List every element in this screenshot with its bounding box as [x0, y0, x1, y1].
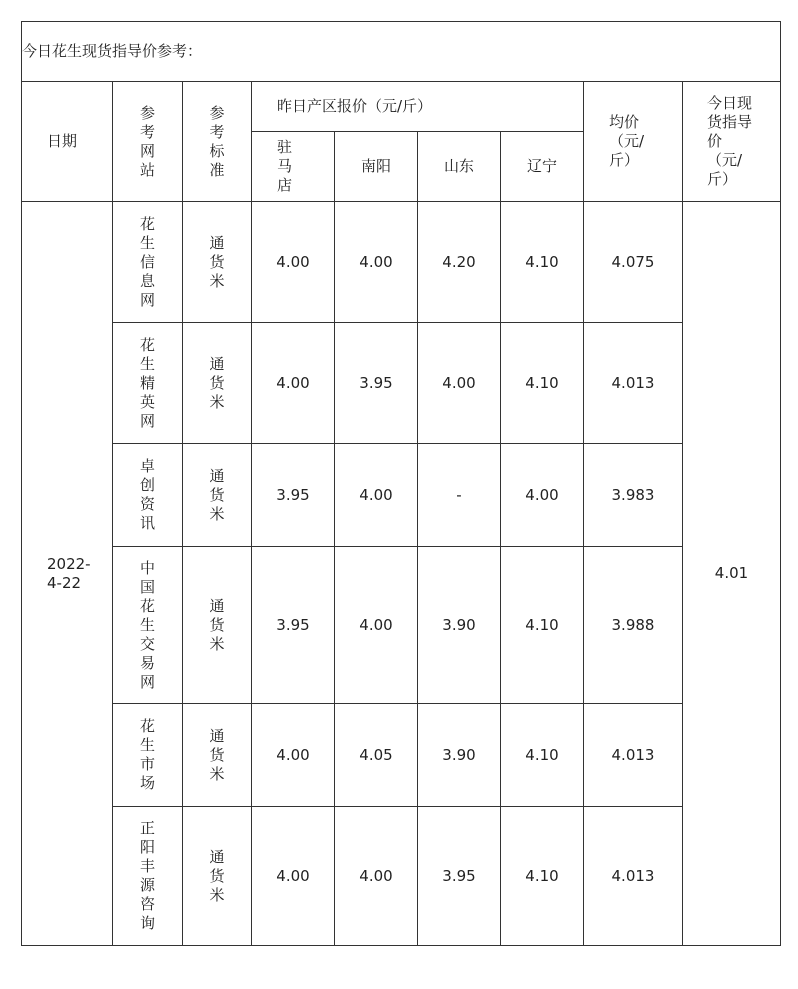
header-region-ny: 南阳 [335, 132, 418, 202]
standard-cell: 通货米 [183, 202, 252, 323]
standard-cell: 通货米 [183, 444, 252, 547]
price-zmd: 4.00 [252, 807, 335, 946]
price-ny: 3.95 [335, 323, 418, 444]
price-zmd: 4.00 [252, 323, 335, 444]
standard-cell: 通货米 [183, 807, 252, 946]
avg-cell: 4.013 [584, 807, 683, 946]
price-ln: 4.10 [501, 323, 584, 444]
header-date: 日期 [22, 82, 113, 202]
header-avg: 均价（元/斤） [584, 82, 683, 202]
avg-cell: 3.983 [584, 444, 683, 547]
price-sd: 3.90 [418, 547, 501, 704]
standard-cell: 通货米 [183, 704, 252, 807]
standard-cell: 通货米 [183, 323, 252, 444]
today-price-cell: 4.01 [683, 202, 781, 946]
price-sd: 3.90 [418, 704, 501, 807]
table-row [22, 547, 781, 704]
price-ln: 4.10 [501, 547, 584, 704]
header-site: 参考网站 [113, 82, 183, 202]
site-cell: 花生精英网 [113, 323, 183, 444]
price-ln: 4.10 [501, 202, 584, 323]
price-sd: 4.20 [418, 202, 501, 323]
table-row [22, 444, 781, 547]
site-cell: 花生信息网 [113, 202, 183, 323]
price-ln: 4.10 [501, 704, 584, 807]
avg-cell: 3.988 [584, 547, 683, 704]
price-zmd: 4.00 [252, 202, 335, 323]
price-ny: 4.05 [335, 704, 418, 807]
price-table [21, 21, 781, 946]
table-title: 今日花生现货指导价参考： [22, 22, 781, 82]
price-zmd: 3.95 [252, 547, 335, 704]
site-cell: 花生市场 [113, 704, 183, 807]
table-row [22, 807, 781, 946]
site-cell: 正阳丰源咨询 [113, 807, 183, 946]
price-zmd: 3.95 [252, 444, 335, 547]
site-cell: 卓创资讯 [113, 444, 183, 547]
standard-cell: 通货米 [183, 547, 252, 704]
price-sd: 3.95 [418, 807, 501, 946]
table-row [22, 704, 781, 807]
avg-cell: 4.075 [584, 202, 683, 323]
price-ln: 4.00 [501, 444, 584, 547]
price-ny: 4.00 [335, 444, 418, 547]
price-ny: 4.00 [335, 202, 418, 323]
table-row [22, 202, 781, 323]
header-region-sd: 山东 [418, 132, 501, 202]
date-cell: 2022-4-22 [22, 202, 113, 946]
avg-cell: 4.013 [584, 704, 683, 807]
site-cell: 中国花生交易网 [113, 547, 183, 704]
header-standard: 参考标准 [183, 82, 252, 202]
price-ny: 4.00 [335, 807, 418, 946]
avg-cell: 4.013 [584, 323, 683, 444]
header-today: 今日现货指导价（元/斤） [683, 82, 781, 202]
header-region-ln: 辽宁 [501, 132, 584, 202]
price-zmd: 4.00 [252, 704, 335, 807]
price-sd: - [418, 444, 501, 547]
header-region-group: 昨日产区报价（元/斤） [252, 82, 584, 132]
header-region-zmd: 驻马店 [252, 132, 335, 202]
price-ln: 4.10 [501, 807, 584, 946]
price-ny: 4.00 [335, 547, 418, 704]
table-row [22, 323, 781, 444]
price-sd: 4.00 [418, 323, 501, 444]
